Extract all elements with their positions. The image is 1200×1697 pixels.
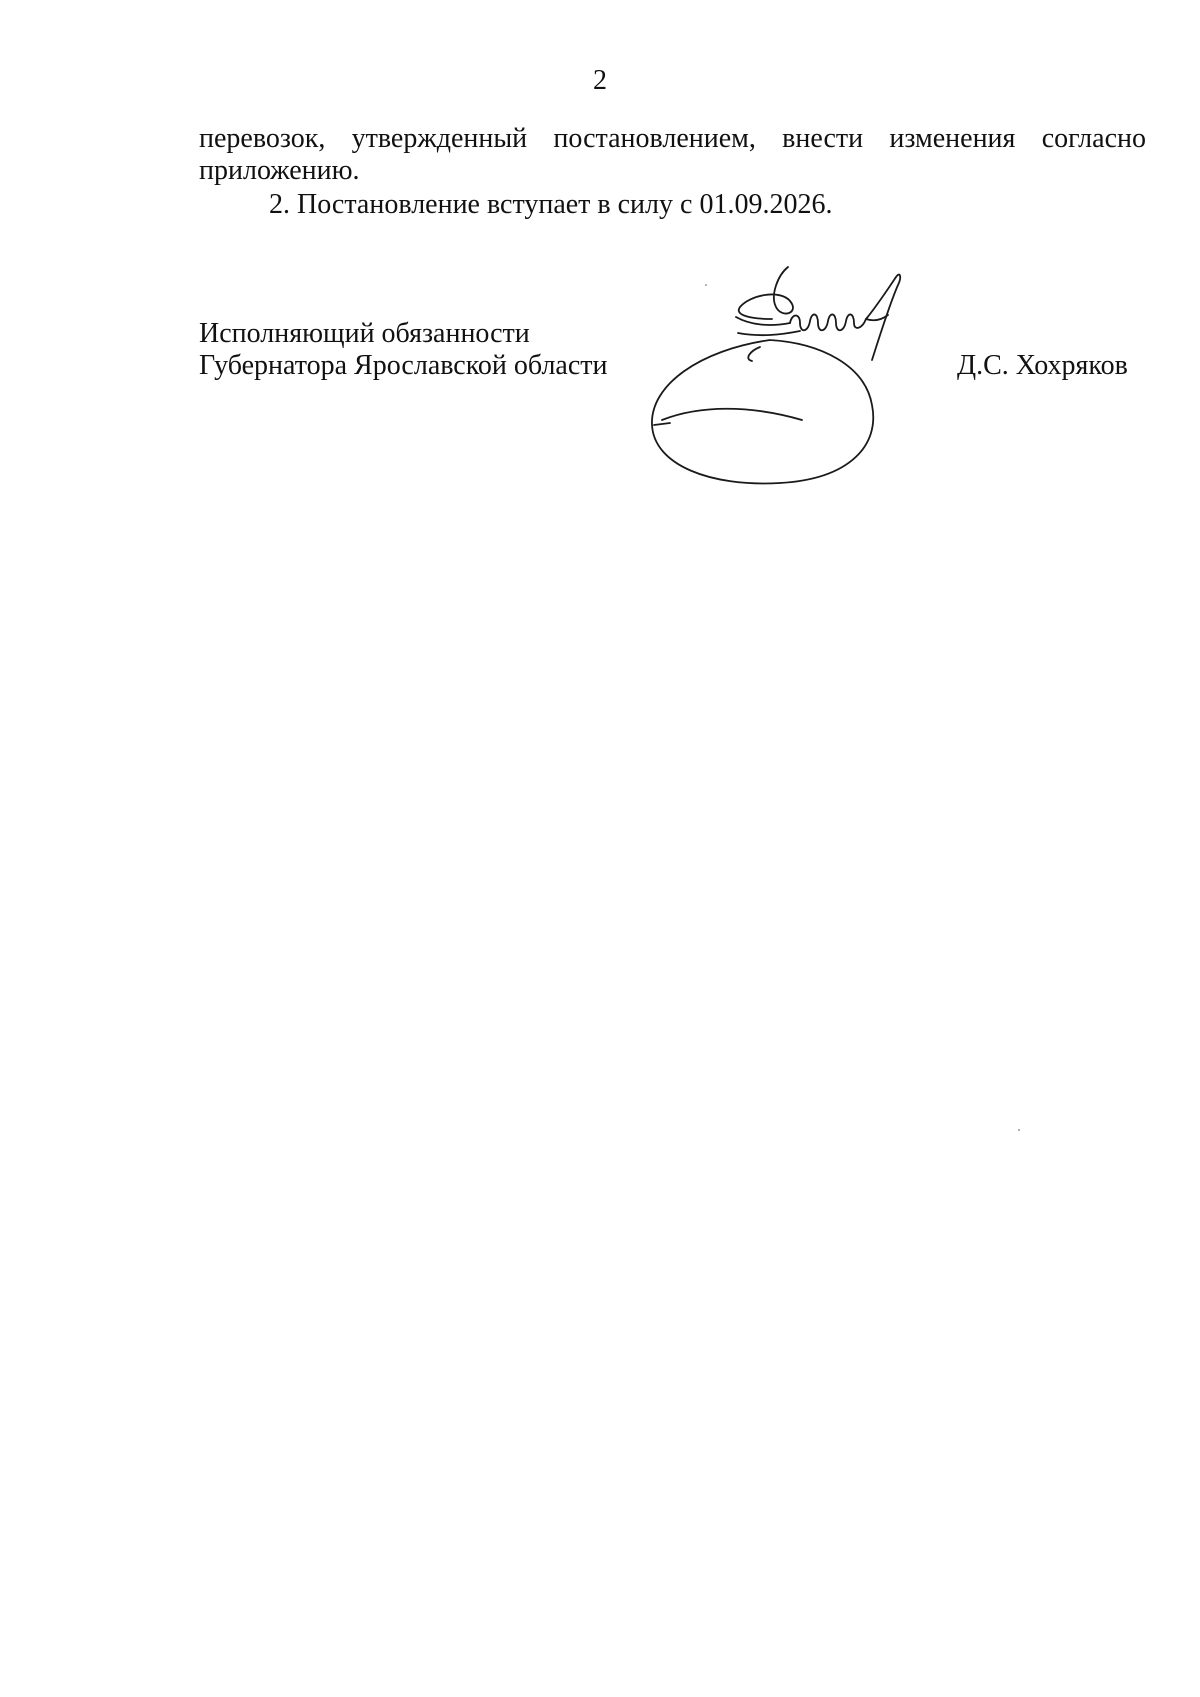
signer-title	[199, 318, 608, 382]
paragraph-1-line-2: приложению.	[199, 155, 360, 186]
paragraph-2: 2. Постановление вступает в силу с 01.09.2026.	[269, 189, 833, 220]
paragraph-1-line-1: перевозок, утвержденный постановлением, внести изменения согласно	[199, 123, 1146, 154]
paragraph-1	[199, 123, 1146, 187]
signer-name: Д.С. Хохряков	[957, 350, 1128, 381]
handwritten-signature	[640, 255, 950, 495]
signer-title-line-1: Исполняющий обязанности	[199, 318, 530, 349]
page-number: 2	[593, 65, 607, 96]
scan-speck	[1018, 1129, 1020, 1131]
signer-title-line-2: Губернатора Ярославской области	[199, 350, 608, 381]
scan-speck	[705, 284, 707, 286]
